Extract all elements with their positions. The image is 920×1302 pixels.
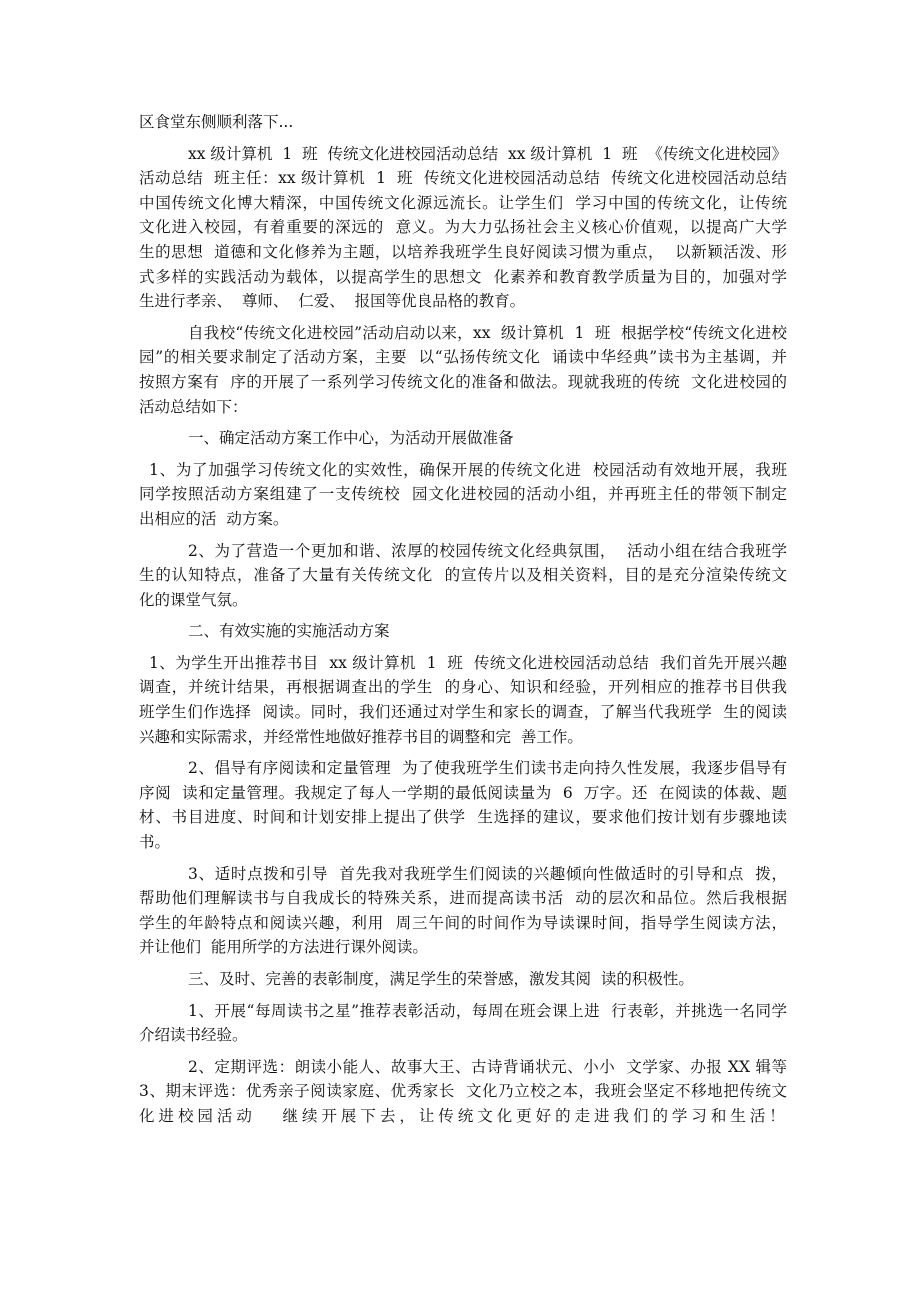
text-line: 自我校“传统文化进校园”活动启动以来，xx 级计算机 1 班 根据学校“传统文化进校 <box>188 323 787 342</box>
text-line: 一、确定活动方案工作中心，为活动开展做准备 <box>188 429 514 448</box>
text-line: 式多样的实践活动为载体，以提高学生的思想文 化素养和教育教学质量为目的，加强对学 <box>139 267 787 286</box>
text-line: 1、为学生开出推荐书目 xx 级计算机 1 班 传统文化进校园活动总结 我们首先开展兴趣 <box>149 653 787 672</box>
paragraph-gap <box>139 314 787 321</box>
paragraph-gap <box>139 612 787 619</box>
paragraph-gap <box>139 1048 787 1055</box>
paragraph-gap <box>139 960 787 967</box>
text-line: 材、书目进度、时间和计划安排上提出了供学 生选择的建议，要求他们按计划有步骤地读 <box>139 808 787 827</box>
text-line: 学生的年龄特点和阅读兴趣，利用 周三午间的时间作为导读课时间，指导学生阅读方法， <box>139 913 787 932</box>
text-line: 活动总结如下： <box>139 397 248 416</box>
text-line: 生的思想 道德和文化修养为主题，以培养我班学生良好阅读习惯为重点， 以新颖活泼、形 <box>139 242 787 261</box>
paragraph-gap <box>139 451 787 458</box>
text-line: 书。 <box>139 833 171 852</box>
text-line: 文化进入校园，有着重要的深远的 意义。为大力弘扬社会主义核心价值观，以提高广大学 <box>139 218 787 237</box>
text-line: 1、为了加强学习传统文化的实效性，确保开展的传统文化进 校园活动有效地开展，我班 <box>149 460 787 479</box>
text-line: xx 级计算机 1 班 传统文化进校园活动总结 xx 级计算机 1 班 《传统文化进校园》 <box>188 144 787 163</box>
text-line: 兴趣和实际需求，并经常性地做好推荐书目的调整和完 善工作。 <box>139 727 583 746</box>
text-line: 三、及时、完善的表彰制度，满足学生的荣誉感，激发其阅 读的积极性。 <box>188 970 694 988</box>
text-line: 生的认知特点，准备了大量有关传统文化 的宣传片以及相关资料，目的是充分渲染传统文 <box>139 566 787 585</box>
text-line: 出相应的活 动方案。 <box>139 509 289 528</box>
document-body <box>139 110 787 1129</box>
paragraph-gap <box>139 419 787 426</box>
text-line: 调查，并统计结果，再根据调查出的学生 的身心、知识和经验，开列相应的推荐书目供我 <box>139 678 787 697</box>
text-line: 生进行孝亲、 尊师、 仁爱、 报国等优良品格的教育。 <box>139 292 526 311</box>
text-line: 二、有效实施的实施活动方案 <box>188 622 390 641</box>
text-line: 1、开展“每周读书之星”推荐表彰活动，每周在班会课上进 行表彰，并挑选一名同学 <box>188 1001 787 1020</box>
text-line: 区食堂东侧顺利落下... <box>139 113 294 131</box>
paragraph-gap <box>139 855 787 862</box>
text-line: 帮助他们理解读书与自我成长的特殊关系，进而提高读书活 动的层次和品位。然后我根据 <box>139 889 787 908</box>
text-line: 按照方案有 序的开展了一系列学习传统文化的准备和做法。现就我班的传统 文化进校园的 <box>139 372 787 391</box>
paragraph-gap <box>139 992 787 999</box>
paragraph-gap <box>139 749 787 756</box>
text-line: 3、适时点拨和引导 首先我对我班学生们阅读的兴趣倾向性做适时的引导和点 拨， <box>188 864 787 883</box>
text-line: 序阅 读和定量管理。我规定了每人一学期的最低阅读量为 6 万字。还 在阅读的体裁、题 <box>139 783 787 802</box>
paragraph-gap <box>139 644 787 651</box>
text-line: 2、定期评选：朗读小能人、故事大王、古诗背诵状元、小小 文学家、办报 XX 辑等 <box>188 1057 787 1076</box>
text-line: 2、为了营造一个更加和谐、浓厚的校园传统文化经典氛围， 活动小组在结合我班学 <box>188 541 787 560</box>
text-line: 同学按照活动方案组建了一支传统校 园文化进校园的活动小组，并再班主任的带领下制定 <box>139 485 787 504</box>
paragraph-gap <box>139 532 787 539</box>
text-line: 2、倡导有序阅读和定量管理 为了使我班学生们读书走向持久性发展，我逐步倡导有 <box>188 759 787 778</box>
text-line: 活动总结 班主任：xx 级计算机 1 班 传统文化进校园活动总结 传统文化进校园活动总结 <box>139 169 787 188</box>
text-line: 并让他们 能用所学的方法进行课外阅读。 <box>139 938 428 957</box>
text-line: 3、期末评选：优秀亲子阅读家庭、优秀家长 文化乃立校之本，我班会坚定不移地把传统文 <box>139 1082 787 1101</box>
text-line: 中国传统文化博大精深，中国传统文化源远流长。让学生们 学习中国的传统文化，让传统 <box>139 193 787 212</box>
text-line: 园”的相关要求制定了活动方案，主要 以“弘扬传统文化 诵读中华经典”读书为主基调，并 <box>139 348 787 367</box>
text-line: 化的课堂气氛。 <box>139 590 248 609</box>
paragraph-gap <box>139 135 787 142</box>
text-line: 介绍读书经验。 <box>139 1026 248 1045</box>
text-line: 化进校园活动 继续开展下去，让传统文化更好的走进我们的学习和生活！ <box>139 1106 787 1125</box>
text-line: 班学生们作选择 阅读。同时，我们还通过对学生和家长的调查，了解当代我班学 生的阅读 <box>139 703 787 722</box>
